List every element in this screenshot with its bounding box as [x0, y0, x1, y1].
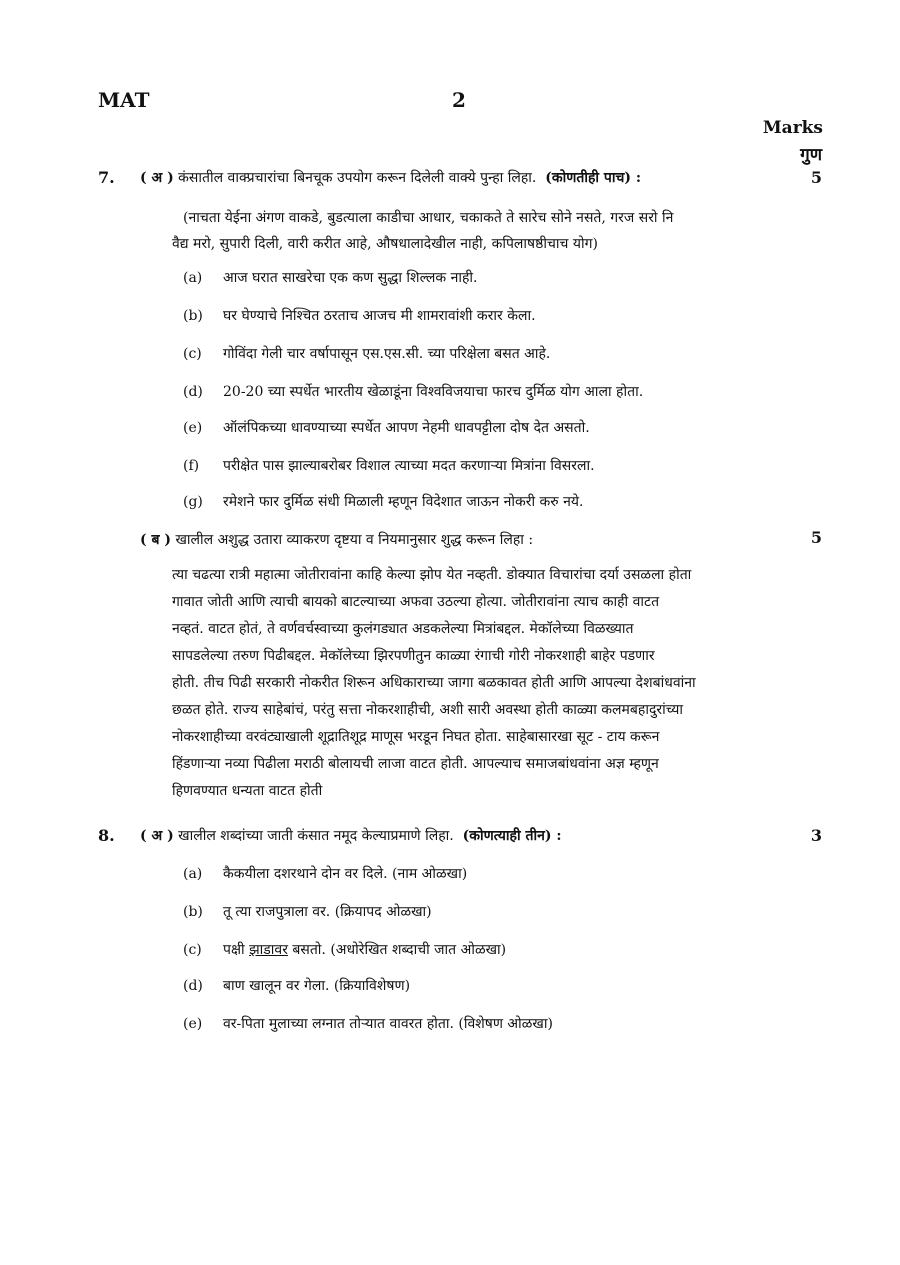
item-label: (c) [183, 346, 202, 362]
passage-line: त्या चढत्या रात्री महात्मा जोतीरावांना काहि केल्या झोप येत नव्हती. डोक्यात विचारांचा दर्या उसळला होता [172, 567, 692, 583]
question-7a-heading [140, 168, 641, 187]
item-label: (d) [183, 978, 203, 994]
item-text: रमेशने फार दुर्मिळ संधी मिळाली म्हणून विदेशात जाऊन नोकरी करु नये. [223, 494, 584, 510]
item-label: (e) [183, 420, 203, 436]
question-7a-item [183, 306, 536, 325]
question-8a-item [183, 1014, 553, 1033]
item-label: (g) [183, 494, 203, 510]
question-8a-item [183, 940, 506, 959]
section-tag: ( अ ) [140, 828, 174, 844]
item-text: तू त्या राजपुत्राला वर. (क्रियापद ओळखा) [223, 904, 432, 920]
question-7a-item [183, 382, 643, 401]
passage-line: हिंडणाऱ्या नव्या पिढीला मराठी बोलायची लाजा वाटत होती. आपल्याच समाजबांधवांना अज्ञ म्हणून [172, 756, 659, 772]
question-7a-item [183, 418, 590, 437]
item-text: बाण खालून वर गेला. (क्रियाविशेषण) [223, 978, 411, 994]
underlined-word: झाडावर [249, 942, 288, 958]
item-label: (a) [183, 866, 203, 882]
passage-line: सापडलेल्या तरुण पिढीबद्दल. मेकॉलेच्या झिरपणीतुन काळ्या रंगाची गोरी नोकरशाही बाहेर पडणार [172, 648, 655, 664]
paper-code: MAT [98, 88, 150, 112]
section-tag: ( अ ) [140, 170, 174, 186]
item-text-pre: पक्षी [223, 942, 250, 958]
passage [172, 562, 784, 805]
item-label: (b) [183, 308, 203, 324]
passage-line: छळत होते. राज्य साहेबांचं, परंतु सत्ता नोकरशाहीची, अशी सारी अवस्था होती काळ्या कलमबहादुरांच्या [172, 702, 684, 718]
question-7a-instruction: कंसातील वाक्प्रचारांचा बिनचूक उपयोग करून दिलेली वाक्ये पुन्हा लिहा. [178, 170, 537, 186]
question-8a-marks: 3 [810, 826, 822, 845]
phrase-list-line-1: (नाचता येईना अंगण वाकडे, बुडत्याला काडीचा आधार, चकाकते ते सारेच सोने नसते, गरज सरो नि [183, 210, 674, 226]
item-text: कैकयीला दशरथाने दोन वर दिले. (नाम ओळखा) [223, 866, 468, 882]
question-8a-item [183, 976, 410, 995]
question-8a-instruction: खालील शब्दांच्या जाती कंसात नमूद केल्याप्रमाणे लिहा. [178, 828, 454, 844]
marks-heading-marathi: गुण [800, 145, 822, 165]
phrase-list-line-2: वैद्य मरो, सुपारी दिली, वारी करीत आहे, औषधालादेखील नाही, कपिलाषष्ठीचाच योग) [172, 236, 598, 252]
item-text-post: बसतो. (अधोरेखित शब्दाची जात ओळखा) [287, 942, 507, 958]
question-8-number: 8. [98, 826, 115, 845]
question-8a-item [183, 902, 432, 921]
passage-line: होती. तीच पिढी सरकारी नोकरीत शिरून अधिकाराच्या जागा बळकावत होती आणि आपल्या देशबांधवांना [172, 675, 696, 691]
question-7a-item [183, 492, 583, 511]
item-text: परीक्षेत पास झाल्याबरोबर विशाल त्याच्या मदत करणाऱ्या मित्रांना विसरला. [223, 458, 595, 474]
item-text: गोविंदा गेली चार वर्षापासून एस.एस.सी. च्या परिक्षेला बसत आहे. [223, 346, 551, 362]
question-7b-heading [140, 530, 533, 549]
item-label: (b) [183, 904, 203, 920]
page-number: 2 [452, 88, 466, 112]
passage-line: गावात जोती आणि त्याची बायको बाटल्याच्या अफवा उठल्या होत्या. जोतीरावांना त्याच काही वाटत [172, 594, 660, 610]
item-text: 20-20 च्या स्पर्धेत भारतीय खेळाडूंना विश्वविजयाचा फारच दुर्मिळ योग आला होता. [223, 384, 644, 400]
item-text: आज घरात साखरेचा एक कण सुद्धा शिल्लक नाही. [223, 270, 478, 286]
passage-line: नव्हतं. वाटत होतं, ते वर्णवर्चस्वाच्या कुलंगड्यात अडकलेल्या मित्रांबद्दल. मेकॉलेच्या विळख्यात [172, 621, 634, 637]
question-7b-instruction: खालील अशुद्ध उतारा व्याकरण दृष्टया व नियमानुसार शुद्ध करून लिहा : [175, 532, 534, 548]
question-7b-marks: 5 [810, 528, 822, 547]
item-text: घर घेण्याचे निश्चित ठरताच आजच मी शामरावांशी करार केला. [223, 308, 536, 324]
marks-heading: Marks [762, 118, 823, 138]
question-7a-item [183, 456, 595, 475]
question-8a-choice: (कोणत्याही तीन) : [462, 828, 562, 844]
item-label: (f) [183, 458, 200, 474]
question-7a-item [183, 268, 478, 287]
item-label: (a) [183, 270, 203, 286]
question-8a-heading [140, 826, 562, 845]
item-label: (d) [183, 384, 203, 400]
question-7a-choice: (कोणतीही पाच) : [545, 170, 642, 186]
item-label: (e) [183, 1016, 203, 1032]
passage-line: हिणवण्यात धन्यता वाटत होती [172, 783, 323, 799]
item-text: ऑलंपिकच्या धावण्याच्या स्पर्धेत आपण नेहमी धावपट्टीला दोष देत असतो. [223, 420, 590, 436]
question-8a-item [183, 864, 467, 883]
item-text: वर-पिता मुलाच्या लग्नात तोऱ्यात वावरत होता. (विशेषण ओळखा) [223, 1016, 553, 1032]
item-label: (c) [183, 942, 202, 958]
section-tag: ( ब ) [140, 532, 171, 548]
question-7a-marks: 5 [810, 168, 822, 187]
question-7-number: 7. [98, 168, 115, 187]
question-7a-item [183, 344, 550, 363]
passage-line: नोकरशाहीच्या वरवंट्याखाली शूद्रातिशूद्र माणूस भरडून निघत होता. साहेबासारखा सूट - टाय करून [172, 729, 660, 745]
